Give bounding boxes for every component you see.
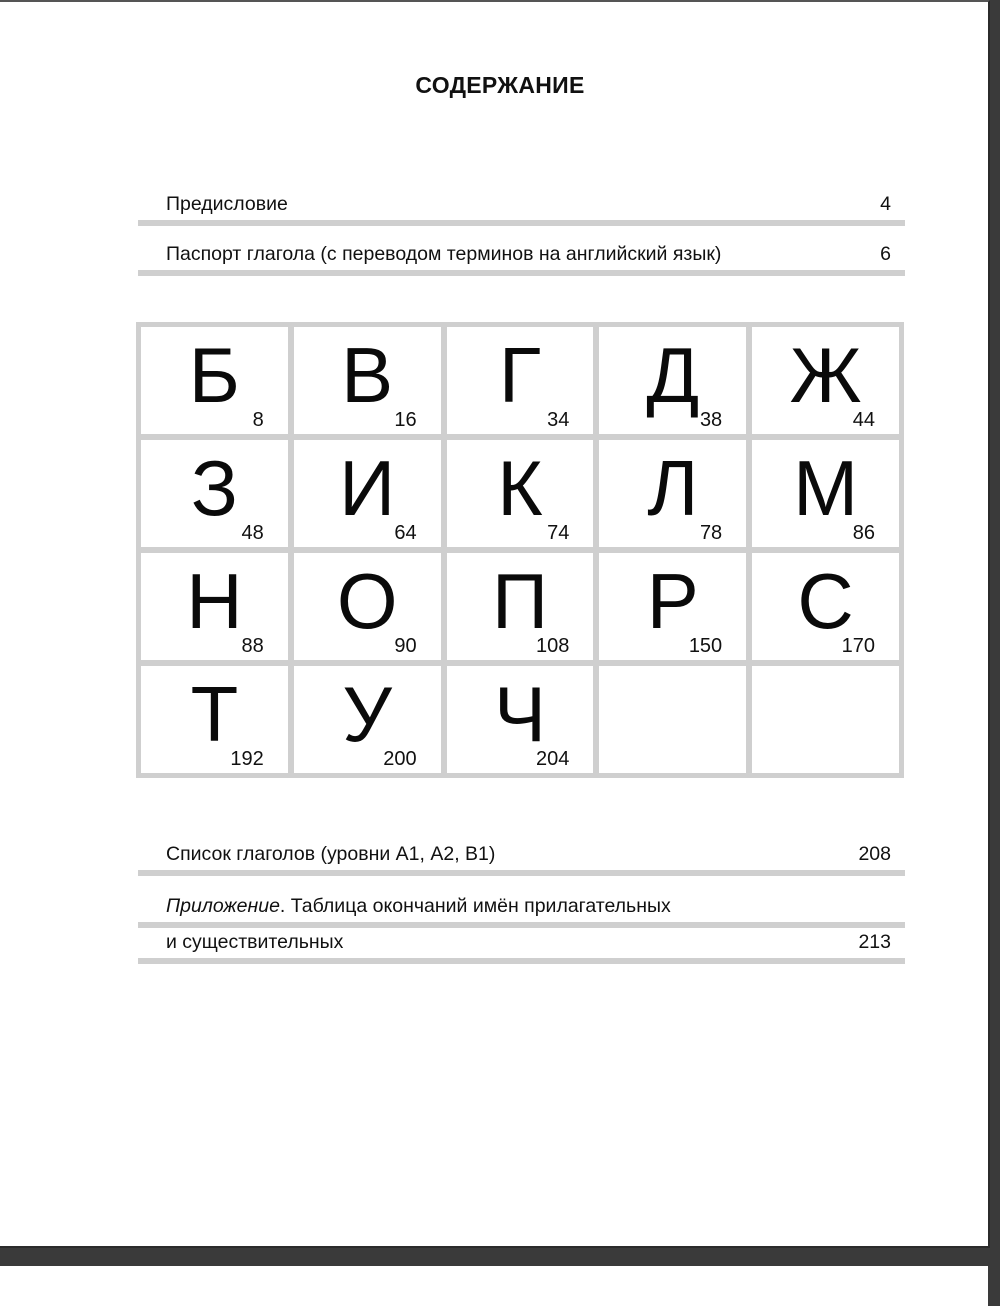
letter-cell[interactable]	[294, 327, 441, 434]
letter-cell[interactable]	[447, 440, 594, 547]
index-page-number: 204	[536, 748, 570, 770]
index-letter: Г	[498, 331, 542, 419]
toc-page-number: 208	[858, 843, 891, 865]
index-page-number: 200	[383, 748, 417, 770]
toc-label: и существительных	[166, 931, 344, 953]
index-page-number: 90	[394, 635, 417, 657]
index-letter: О	[336, 557, 398, 645]
index-letter: Д	[646, 331, 700, 419]
letter-cell[interactable]	[294, 553, 441, 660]
index-page-number: 108	[536, 635, 570, 657]
toc-row-verbs-list[interactable]	[138, 842, 905, 876]
toc-row-appendix-line1[interactable]	[138, 894, 905, 928]
index-page-number: 38	[699, 409, 723, 431]
letter-cell[interactable]	[447, 666, 594, 773]
index-page-number: 48	[241, 522, 264, 544]
letter-cell[interactable]	[752, 440, 899, 547]
next-page-edge	[0, 1266, 988, 1306]
letter-cell[interactable]	[294, 440, 441, 547]
index-letter: Т	[190, 670, 239, 758]
alphabet-index-grid	[136, 322, 904, 778]
toc-row-verb-passport[interactable]	[138, 242, 905, 276]
index-page-number: 150	[688, 635, 723, 657]
index-page-number: 34	[547, 409, 570, 431]
index-letter: К	[497, 444, 543, 532]
index-letter: М	[793, 444, 859, 532]
index-letter: Н	[186, 557, 243, 645]
page-title: СОДЕРЖАНИЕ	[415, 72, 585, 98]
letter-cell[interactable]	[141, 553, 288, 660]
letter-cell[interactable]	[447, 553, 594, 660]
index-letter: С	[797, 557, 854, 645]
index-page-number: 78	[699, 522, 723, 544]
toc-row-appendix-line2[interactable]	[138, 930, 905, 964]
index-letter: Ж	[789, 331, 862, 419]
appendix-italic-label: Приложение	[166, 895, 280, 917]
letter-cell[interactable]	[141, 440, 288, 547]
toc-page-number: 6	[880, 243, 891, 265]
index-letter: Л	[647, 444, 699, 532]
letter-cell[interactable]	[599, 327, 746, 434]
index-letter: П	[491, 557, 549, 645]
letter-cell[interactable]	[141, 666, 288, 773]
appendix-label-rest: . Таблица окончаний имён прилагательных	[279, 895, 671, 917]
index-page-number: 86	[852, 522, 875, 544]
letter-cell[interactable]	[752, 553, 899, 660]
letter-cell[interactable]	[294, 666, 441, 773]
index-page-number: 16	[394, 409, 417, 431]
index-letter: Б	[188, 331, 240, 419]
index-letter: З	[190, 444, 238, 532]
index-page-number: 192	[230, 748, 264, 770]
empty-cell	[752, 666, 899, 773]
toc-label: Паспорт глагола (с переводом терминов на английский язык)	[166, 243, 722, 265]
index-page-number: 88	[241, 635, 264, 657]
toc-label: Список глаголов (уровни А1, А2, В1)	[166, 843, 496, 865]
toc-page-number: 4	[880, 193, 891, 215]
letter-cell[interactable]	[599, 553, 746, 660]
index-page-number: 74	[547, 522, 570, 544]
letter-cell[interactable]	[599, 440, 746, 547]
index-page-number: 64	[394, 522, 417, 544]
index-letter: Ч	[493, 670, 546, 758]
index-page-number: 8	[252, 409, 264, 431]
index-letter: И	[339, 444, 396, 532]
toc-page-number: 213	[858, 931, 891, 953]
index-page-number: 44	[852, 409, 875, 431]
toc-row-preface[interactable]	[138, 192, 905, 226]
index-page-number: 170	[841, 635, 875, 657]
letter-cell[interactable]	[141, 327, 288, 434]
index-letter: У	[342, 670, 392, 758]
index-letter: В	[341, 331, 394, 419]
toc-label	[166, 895, 671, 918]
empty-cell	[599, 666, 746, 773]
toc-label: Предисловие	[166, 193, 288, 215]
index-letter: Р	[646, 557, 699, 645]
letter-cell[interactable]	[752, 327, 899, 434]
letter-cell[interactable]	[447, 327, 594, 434]
